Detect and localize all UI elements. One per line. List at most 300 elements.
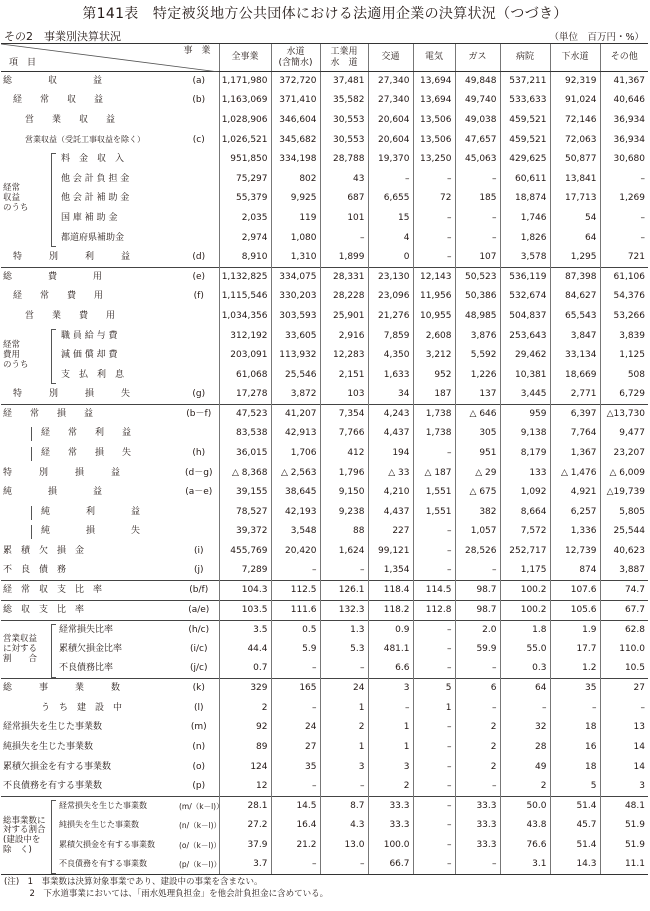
cell-value: – (413, 757, 455, 777)
cell-value: 16.4 (271, 816, 320, 836)
cell-value: – (455, 659, 500, 679)
cell-value: 1 (413, 699, 455, 719)
cell-value: 13.0 (320, 836, 368, 856)
row-label: 総 収 支 比 率 (3, 604, 85, 615)
row-code: (e) (179, 267, 219, 287)
table-row (1, 777, 648, 797)
cell-value: – (320, 561, 368, 581)
cell-value: 12,283 (320, 346, 368, 366)
cell-value: 28 (500, 738, 550, 758)
cell-value: 41,207 (271, 405, 320, 425)
table-row (1, 816, 648, 836)
row-code: (o) (192, 761, 206, 772)
cell-value: 1,367 (550, 444, 600, 464)
cell-value: 537,211 (500, 72, 550, 92)
row-label-cell (1, 503, 179, 523)
cell-value: 1 (368, 738, 413, 758)
row-label: う ち 建 設 中 (41, 702, 123, 713)
cell-value: 15 (368, 209, 413, 229)
cell-value: 7,859 (368, 326, 413, 346)
cell-value: 66.7 (368, 855, 413, 875)
cell-value: 1.9 (550, 620, 600, 640)
cell-value: 47,657 (455, 130, 500, 150)
row-label: 経常損失を生じた事業数 (3, 722, 103, 733)
cell-value: 48.1 (600, 796, 648, 816)
cell-value: 33,134 (550, 346, 600, 366)
cell-value: 23,130 (368, 267, 413, 287)
cell-value: 53,266 (600, 307, 648, 327)
cell-value: 30,680 (600, 150, 648, 170)
row-code: (k) (179, 679, 219, 699)
table-row (1, 365, 648, 385)
row-code: (f) (193, 291, 204, 302)
cell-value: 100.2 (500, 601, 550, 621)
cell-value: – (455, 777, 500, 797)
row-code: (i) (193, 546, 204, 557)
cell-value: 27,340 (368, 72, 413, 92)
cell-value: 33.3 (455, 836, 500, 856)
cell-value: 100.2 (500, 581, 550, 601)
table-row (1, 836, 648, 856)
cell-value: 2,771 (550, 385, 600, 405)
cell-value: 7,764 (550, 424, 600, 444)
cell-value: 92 (219, 718, 271, 738)
cell-value: 2 (455, 718, 500, 738)
cell-value: 5 (413, 679, 455, 699)
cell-value: 6,397 (550, 405, 600, 425)
cell-value: 28,228 (320, 287, 368, 307)
col-header: 電気 (413, 44, 455, 72)
table-row (1, 72, 648, 92)
cell-value: 54,376 (600, 287, 648, 307)
cell-value: 194 (368, 444, 413, 464)
row-label: 不 良 債 務 (3, 565, 67, 576)
cell-value: – (455, 169, 500, 189)
cell-value: 103 (320, 385, 368, 405)
cell-value: 1 (320, 699, 368, 719)
cell-value: 55.0 (500, 640, 550, 660)
row-label-cell (1, 91, 179, 111)
row-code (179, 326, 219, 346)
row-label: 累 積 欠 損 金 (3, 546, 85, 557)
group-label: 経常 費用 のうち (3, 339, 29, 370)
cell-value: 1,633 (368, 365, 413, 385)
cell-value: – (320, 777, 368, 797)
cell-value: 32 (500, 718, 550, 738)
cell-value: 533,633 (500, 91, 550, 111)
unit-note: （単位 百万円・%） (549, 32, 644, 43)
row-label-cell (1, 405, 179, 425)
group-label: 営業収益 に対する 割 合 (3, 634, 38, 664)
row-code: (d－g) (185, 467, 213, 478)
cell-value: – (455, 209, 500, 229)
cell-value: 1,163,069 (219, 91, 271, 111)
cell-value: 203,091 (219, 346, 271, 366)
cell-value: 84,627 (550, 287, 600, 307)
row-code: (i/c) (189, 644, 208, 655)
cell-value: 28.1 (219, 796, 271, 816)
cell-value: 14 (600, 738, 648, 758)
cell-value: 27.2 (219, 816, 271, 836)
cell-value: 20,604 (368, 111, 413, 131)
cell-value: 4,243 (368, 405, 413, 425)
cell-value: 51.9 (600, 816, 648, 836)
cell-value: – (413, 718, 455, 738)
brace-mark (31, 525, 35, 539)
table-row (1, 248, 648, 268)
row-code: (a/e) (179, 601, 219, 621)
cell-value: 112.5 (271, 581, 320, 601)
cell-value: 12,739 (550, 542, 600, 562)
table-row (1, 522, 648, 542)
cell-value: 49,038 (455, 111, 500, 131)
cell-value: – (455, 228, 500, 248)
cell-value: 35,582 (320, 91, 368, 111)
cell-value: 4,921 (550, 483, 600, 503)
cell-value: 37.9 (219, 836, 271, 856)
row-label: 累積欠損金を有する事業数 (59, 839, 155, 849)
row-label-cell (1, 267, 179, 287)
brace-mark (31, 506, 35, 520)
cell-value: 50.0 (500, 796, 550, 816)
row-code: (j/c) (189, 663, 208, 674)
row-code (179, 150, 219, 170)
row-label: 純 損 益 (3, 487, 103, 498)
cell-value: 6,729 (600, 385, 648, 405)
row-label-cell (1, 444, 179, 464)
group-label: 経常 収益 のうち (3, 183, 29, 213)
row-label: 職 員 給 与 費 (61, 330, 118, 341)
row-label: 特 別 利 益 (13, 251, 131, 262)
row-label: 経常損失比率 (59, 624, 114, 635)
row-label: 経 常 損 失 (41, 448, 132, 459)
cell-value: 36,934 (600, 111, 648, 131)
cell-value: 99,121 (368, 542, 413, 562)
row-code: (a－e) (185, 487, 213, 498)
row-label: 累積欠損金を有する事業数 (3, 761, 112, 772)
cell-value: 951,850 (219, 150, 271, 170)
cell-value: 43 (320, 169, 368, 189)
cell-value: 12,143 (413, 267, 455, 287)
cell-value: 25,901 (320, 307, 368, 327)
cell-value: 42,193 (271, 503, 320, 523)
cell-value: 11.1 (600, 855, 648, 875)
row-code: (b/f) (179, 581, 219, 601)
row-label: 純 損 失 (41, 526, 141, 537)
cell-value: – (413, 444, 455, 464)
row-label-cell (1, 777, 179, 797)
row-code: (h) (192, 448, 206, 459)
cell-value: 1.3 (320, 620, 368, 640)
table-row (1, 424, 648, 444)
row-label-cell (1, 130, 179, 150)
cell-value: 3.7 (219, 855, 271, 875)
cell-value: 33.3 (368, 796, 413, 816)
row-label-cell (1, 385, 179, 405)
cell-value: 36,934 (600, 130, 648, 150)
cell-value: 113,932 (271, 346, 320, 366)
cell-value: 305 (455, 424, 500, 444)
cell-value: 40,646 (600, 91, 648, 111)
cell-value: 3,578 (500, 248, 550, 268)
cell-value: – (413, 738, 455, 758)
cell-value: △ 187 (413, 463, 455, 483)
cell-value: 13,250 (413, 150, 455, 170)
row-code: (j) (193, 565, 204, 576)
row-code (179, 424, 219, 444)
cell-value: 25,546 (271, 365, 320, 385)
row-label: 他 会 計 補 助 金 (61, 193, 130, 204)
row-label: 不良債務を有する事業数 (59, 859, 147, 869)
row-code: (c) (192, 134, 205, 145)
row-label: 経 常 費 用 (13, 291, 104, 302)
cell-value: 27 (271, 738, 320, 758)
cell-value: – (413, 855, 455, 875)
cell-value: 1,028,906 (219, 111, 271, 131)
row-label: 不良債務を有する事業数 (3, 780, 103, 791)
cell-value: 65,543 (550, 307, 600, 327)
cell-value: 165 (271, 679, 320, 699)
cell-value: 101 (320, 209, 368, 229)
row-label: 営 業 収 益 (25, 114, 116, 125)
row-label-cell (1, 307, 179, 327)
cell-value: 1,269 (600, 189, 648, 209)
cell-value: 1,796 (320, 463, 368, 483)
cell-value: 45,063 (455, 150, 500, 170)
table-row (1, 483, 648, 503)
cell-value: 3,872 (271, 385, 320, 405)
cell-value: 4,437 (368, 503, 413, 523)
cell-value: 51.4 (550, 836, 600, 856)
row-label: 営業収益（受託工事収益を除く） (25, 134, 145, 144)
cell-value: 118.2 (368, 601, 413, 621)
cell-value: – (413, 816, 455, 836)
cell-value: 2 (455, 757, 500, 777)
row-label-cell (1, 248, 179, 268)
table-row (1, 228, 648, 248)
cell-value: 50,386 (455, 287, 500, 307)
group-brace (51, 153, 56, 247)
col-header: 工業用 水 道 (320, 44, 368, 72)
cell-value: 33.3 (368, 816, 413, 836)
cell-value: 2.0 (455, 620, 500, 640)
cell-value: 334,198 (271, 150, 320, 170)
cell-value: 9,138 (500, 424, 550, 444)
table-row (1, 267, 648, 287)
cell-value: 23,207 (600, 444, 648, 464)
cell-value: △ 1,476 (550, 463, 600, 483)
table-row (1, 169, 648, 189)
cell-value: 38,645 (271, 483, 320, 503)
cell-value: △19,739 (600, 483, 648, 503)
cell-value: 24 (271, 718, 320, 738)
cell-value: △ 675 (455, 483, 500, 503)
cell-value: 18 (550, 718, 600, 738)
cell-value: △ 6,009 (600, 463, 648, 483)
cell-value: 334,075 (271, 267, 320, 287)
cell-value: 874 (550, 561, 600, 581)
cell-value: 107 (455, 248, 500, 268)
table-row (1, 503, 648, 523)
cell-value: 21,276 (368, 307, 413, 327)
cell-value: 111.6 (271, 601, 320, 621)
cell-value: 0.7 (219, 659, 271, 679)
row-label: 経 常 損 益 (3, 409, 94, 420)
col-header: 全事業 (219, 44, 271, 72)
cell-value: 7,289 (219, 561, 271, 581)
cell-value: 1,226 (455, 365, 500, 385)
row-label-cell (1, 718, 179, 738)
row-label: 特 別 損 益 (3, 467, 121, 478)
cell-value: 49,848 (455, 72, 500, 92)
cell-value: – (413, 542, 455, 562)
cell-value: – (455, 699, 500, 719)
cell-value: 5.9 (271, 640, 320, 660)
cell-value: 459,521 (500, 130, 550, 150)
cell-value: – (271, 777, 320, 797)
row-code: (b) (192, 95, 206, 106)
row-label-cell (1, 72, 179, 92)
cell-value: 459,521 (500, 111, 550, 131)
cell-value: 2 (455, 738, 500, 758)
group-brace (51, 800, 56, 874)
cell-value: 1.2 (550, 659, 600, 679)
cell-value: 536,119 (500, 267, 550, 287)
cell-value: 2,916 (320, 326, 368, 346)
table-row (1, 757, 648, 777)
footnote: 2 下水道事業においては、「雨水処理負担金」を他会計負担金に含めている。 (4, 889, 329, 899)
row-label: 不良債務比率 (59, 663, 114, 674)
cell-value: 17.7 (550, 640, 600, 660)
table-row (1, 209, 648, 229)
cell-value: 14.3 (550, 855, 600, 875)
cell-value: – (320, 659, 368, 679)
row-code (179, 228, 219, 248)
row-code (179, 307, 219, 327)
cell-value: 49 (500, 757, 550, 777)
cell-value: △ 2,563 (271, 463, 320, 483)
cell-value: 253,643 (500, 326, 550, 346)
cell-value: 1,057 (455, 522, 500, 542)
cell-value: 504,837 (500, 307, 550, 327)
cell-value: 1,354 (368, 561, 413, 581)
cell-value: 51.9 (600, 836, 648, 856)
row-label: 減 価 償 却 費 (61, 350, 118, 361)
table-row (1, 620, 648, 640)
cell-value: 114.5 (413, 581, 455, 601)
row-code: (n) (192, 741, 206, 752)
cell-value: – (413, 659, 455, 679)
table-row (1, 307, 648, 327)
cell-value: 47,523 (219, 405, 271, 425)
table-row (1, 130, 648, 150)
cell-value: 11,956 (413, 287, 455, 307)
cell-value: – (271, 699, 320, 719)
row-code (179, 522, 219, 542)
table-row (1, 150, 648, 170)
cell-value: – (320, 228, 368, 248)
cell-value: 55,379 (219, 189, 271, 209)
row-code: (p/（k－l)） (179, 855, 219, 875)
cell-value: △13,730 (600, 405, 648, 425)
cell-value: – (500, 699, 550, 719)
table-row (1, 738, 648, 758)
table-row (1, 346, 648, 366)
cell-value: 1,826 (500, 228, 550, 248)
cell-value: 721 (600, 248, 648, 268)
cell-value: 1,706 (271, 444, 320, 464)
cell-value: 39,372 (219, 522, 271, 542)
cell-value: 1,171,980 (219, 72, 271, 92)
cell-value: △ 29 (455, 463, 500, 483)
cell-value: 72,063 (550, 130, 600, 150)
cell-value: 329 (219, 679, 271, 699)
row-code: (h/c) (179, 620, 219, 640)
cell-value: 3 (368, 757, 413, 777)
cell-value: – (413, 169, 455, 189)
cell-value: 6,257 (550, 503, 600, 523)
col-header: ガス (455, 44, 500, 72)
cell-value: – (550, 699, 600, 719)
cell-value: 13,506 (413, 111, 455, 131)
row-label: 経 常 利 益 (41, 428, 132, 439)
cell-value: △ 33 (368, 463, 413, 483)
cell-value: 2,151 (320, 365, 368, 385)
table-row (1, 796, 648, 816)
cell-value: 112.8 (413, 601, 455, 621)
cell-value: 132.3 (320, 601, 368, 621)
cell-value: 49,740 (455, 91, 500, 111)
cell-value: 13,694 (413, 91, 455, 111)
cell-value: 1,115,546 (219, 287, 271, 307)
cell-value: 28,526 (455, 542, 500, 562)
row-code: (g) (192, 389, 206, 400)
cell-value: 37,481 (320, 72, 368, 92)
cell-value: – (413, 796, 455, 816)
cell-value: 7,572 (500, 522, 550, 542)
group-brace (51, 624, 56, 679)
table-row (1, 640, 648, 660)
cell-value: 60,611 (500, 169, 550, 189)
cell-value: 312,192 (219, 326, 271, 346)
table-row (1, 405, 648, 425)
cell-value: 8,664 (500, 503, 550, 523)
row-label-cell (1, 463, 179, 483)
cell-value: 105.6 (550, 601, 600, 621)
cell-value: 9,925 (271, 189, 320, 209)
table-row (1, 679, 648, 699)
row-label: 支 払 利 息 (61, 369, 125, 380)
cell-value: 1,026,521 (219, 130, 271, 150)
cell-value: 185 (455, 189, 500, 209)
cell-value: 687 (320, 189, 368, 209)
cell-value: 1 (368, 718, 413, 738)
row-label: 都道府県補助金 (61, 232, 125, 243)
cell-value: 952 (413, 365, 455, 385)
cell-value: 83,538 (219, 424, 271, 444)
cell-value: 20,420 (271, 542, 320, 562)
cell-value: 64 (500, 679, 550, 699)
cell-value: 33.3 (455, 816, 500, 836)
cell-value: – (413, 228, 455, 248)
cell-value: 33,605 (271, 326, 320, 346)
cell-value: 61,106 (600, 267, 648, 287)
cell-value: 1.8 (500, 620, 550, 640)
row-label: 純損失を生じた事業数 (59, 820, 139, 830)
cell-value: 330,203 (271, 287, 320, 307)
cell-value: 1,295 (550, 248, 600, 268)
cell-value: 1,132,825 (219, 267, 271, 287)
